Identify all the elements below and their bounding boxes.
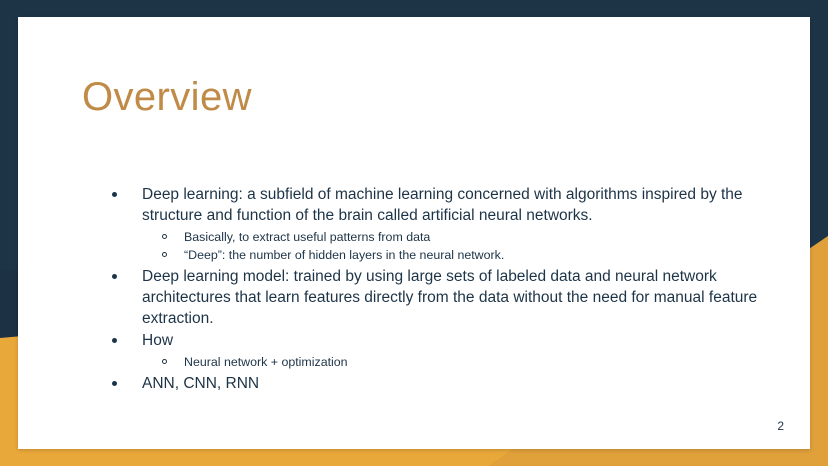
- bullet-ring-icon: [162, 234, 167, 239]
- sub-bullet-item: [142, 246, 758, 264]
- bullet-item: [88, 373, 758, 394]
- slide-body: [88, 184, 758, 395]
- bullet-text: How: [142, 332, 174, 349]
- bullet-text: Deep learning model: trained by using large sets of labeled data and neural network architectures that learn features directly from the data without the need for manual feature extraction.: [142, 268, 758, 327]
- sub-bullet-item: [142, 228, 758, 246]
- slide-content-card: [18, 17, 810, 449]
- bullet-item: [88, 330, 758, 371]
- bullet-ring-icon: [162, 359, 167, 364]
- bullet-dot-icon: [112, 338, 117, 343]
- sub-bullet-list: [142, 228, 758, 264]
- bullet-ring-icon: [162, 252, 167, 257]
- bullet-dot-icon: [112, 381, 117, 386]
- bullet-item: [88, 184, 758, 264]
- bullet-dot-icon: [112, 192, 117, 197]
- sub-bullet-item: [142, 353, 758, 371]
- page-title: Overview: [82, 75, 252, 119]
- bullet-dot-icon: [112, 274, 117, 279]
- page-number: 2: [777, 419, 784, 433]
- sub-bullet-text: “Deep”: the number of hidden layers in the neural network.: [184, 248, 505, 262]
- bullet-item: [88, 266, 758, 329]
- bullet-text: ANN, CNN, RNN: [142, 375, 260, 392]
- bullet-list: [88, 184, 758, 394]
- sub-bullet-text: Basically, to extract useful patterns from data: [184, 230, 431, 244]
- sub-bullet-list: [142, 353, 758, 371]
- sub-bullet-text: Neural network + optimization: [184, 355, 348, 369]
- bullet-text: Deep learning: a subfield of machine learning concerned with algorithms inspired by the structure and function of the brain called artificial neural networks.: [142, 186, 743, 224]
